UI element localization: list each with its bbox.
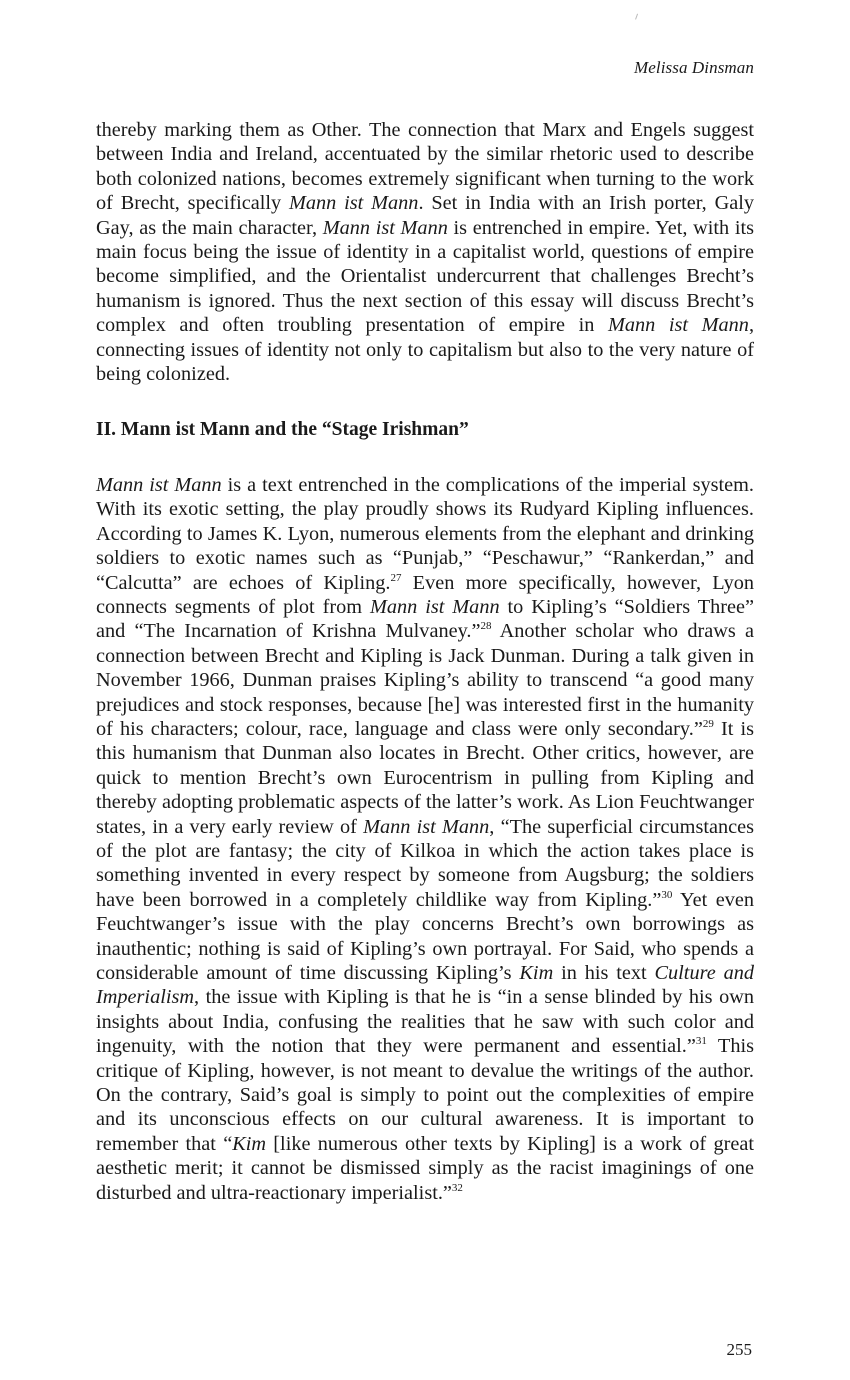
- footnote-ref-28[interactable]: 28: [480, 620, 492, 633]
- paragraph-2: Mann ist Mann is a text entrenched in the complications of the imperial system. With its exotic setting, the play proudly shows its Rudyard Kipling influences. According to James K. Lyon, numerous elements from the elephant and drinking soldiers to exotic names such as “Punjab,” “Peschawur,” “Rankerdan,” and “Calcutta” are echoes of Kipling.$^{27}$ Even more specifically, however, Lyon connects segments of plot from Mann ist Mann to Kipling’s “Soldiers Three” and “The Incarnation of Krishna Mulvaney.”$^{28}$ Another scholar who draws a connection between Brecht and Kipling is Jack Dunman. During a talk given in November 1966, Dunman praises Kipling’s ability to transcend “a good many prejudices and stock responses, because [he] was interested first in the humanity of his characters; colour, race, language and class were only secondary.”$^{29}$ It is this humanism that Dunman also locates in Brecht. Other critics, however, are quick to mention Brecht’s own Eurocentrism in pulling from Kipling and thereby adopting problematic aspects of the latter’s work. As Lion Feuchtwanger states, in a very early review of Mann ist Mann, “The superficial circumstances of the plot are fantasy; the city of Kilkoa in which the action takes place is something invented in every respect by someone from Augsburg; the soldiers have been borrowed in a completely childlike way from Kipling.”$^{30}$ Yet even Feuchtwanger’s issue with the play concerns Brecht’s own borrowings as inauthentic; nothing is said of Kipling’s own portrayal. For Said, who spends a considerable amount of time discussing Kipling’s Kim in his text Culture and Imperialism, the issue with Kipling is that he is “in a sense blinded by his own insights about India, confusing the realities that he saw with such color and ingenuity, with the notion that they were permanent and essential.”$^{31}$ This critique of Kipling, however, is not meant to devalue the writings of the author. On the contrary, Said’s goal is simply to point out the complexities of empire and its unconscious effects on our cultural awareness. It is important to remember that “Kim [like numerous other texts by Kipling] is a work of great aesthetic merit; it cannot be dismissed simply as the racist imaginings of one disturbed and ultra-reactionary imperialist.”$^{32}$: [96, 473, 755, 1204]
- title-italic: Mann ist Mann: [363, 815, 490, 838]
- title-italic: Mann ist Mann: [369, 595, 500, 618]
- scan-mark: [635, 14, 640, 21]
- title-italic: Mann ist Mann: [322, 216, 448, 239]
- page-number: 255: [726, 1340, 752, 1359]
- article-body: [96, 118, 754, 1205]
- footnote-ref-32[interactable]: 32: [451, 1181, 463, 1194]
- running-head-author: Melissa Dinsman: [633, 58, 754, 77]
- footnote-ref-31[interactable]: 31: [695, 1035, 707, 1048]
- section-heading: II. Mann ist Mann and the “Stage Irishman”: [96, 419, 469, 441]
- footnote-ref-27[interactable]: 27: [390, 571, 402, 584]
- footnote-ref-30[interactable]: 30: [661, 888, 673, 901]
- paragraph-1: thereby marking them as Other. The connection that Marx and Engels suggest between India and Ireland, accentuated by the similar rhetoric used to describe both colonized nations, becomes extremely significant when turning to the work of Brecht, specifically Mann ist Mann. Set in India with an Irish porter, Galy Gay, as the main character, Mann ist Mann is entrenched in empire. Yet, with its main focus being the issue of identity in a capitalist world, questions of empire become simplified, and the Orientalist undercurrent that challenges Brecht’s humanism is ignored. Thus the next section of this essay will discuss Brecht’s complex and often troubling presentation of empire in Mann ist Mann, connecting issues of identity not only to capitalism but also to the very nature of being colonized.: [96, 119, 755, 386]
- footnote-ref-29[interactable]: 29: [702, 717, 714, 730]
- title-italic: Mann ist Mann: [607, 314, 749, 337]
- title-italic: Kim: [519, 962, 554, 984]
- title-italic: Kim: [232, 1132, 267, 1155]
- title-italic: Culture and Imperialism: [96, 962, 754, 1009]
- title-italic: Mann ist Mann: [96, 473, 222, 496]
- title-italic: Mann ist Mann: [289, 192, 419, 215]
